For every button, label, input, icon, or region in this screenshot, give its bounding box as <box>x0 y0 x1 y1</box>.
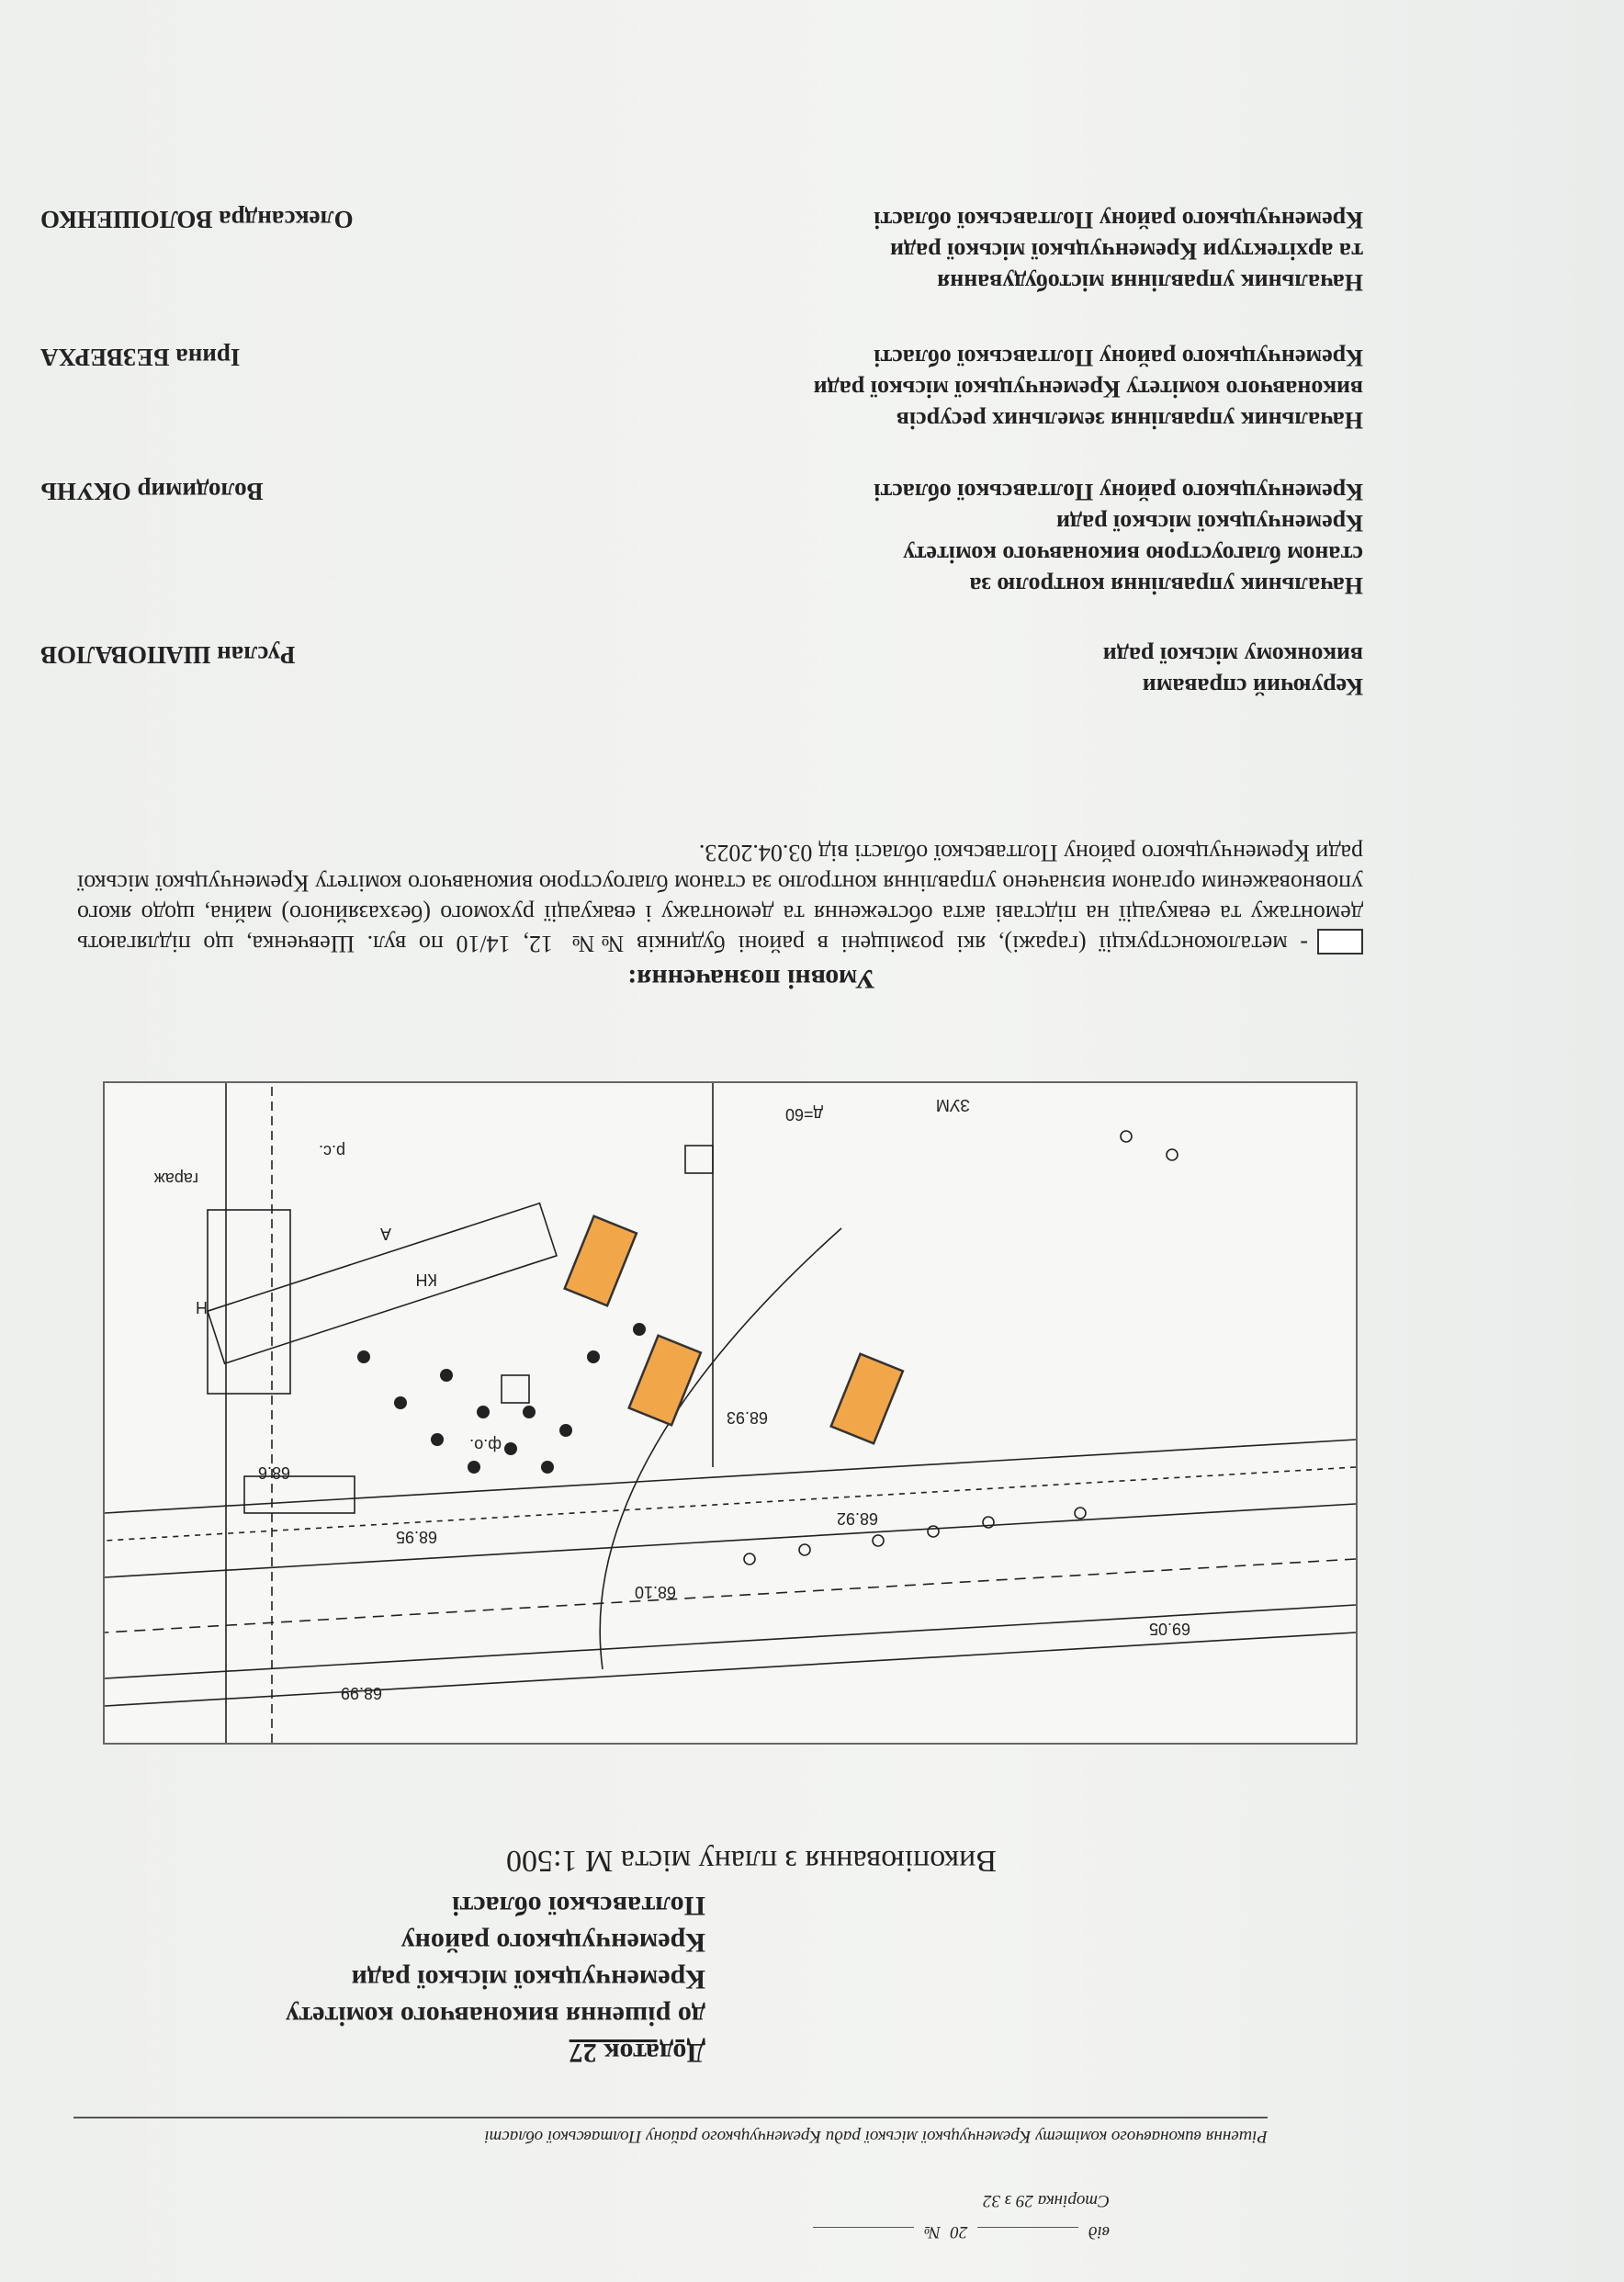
role-line: Кременчуцького району Полтавської області <box>874 479 1363 505</box>
map-label-a: А <box>379 1225 391 1243</box>
map-label-6892: 68.92 <box>836 1509 878 1528</box>
year-label: 20 <box>950 2222 968 2242</box>
role-line: станом благоустрою виконавчого комітету <box>903 541 1363 568</box>
appendix-line: Кременчуцького району <box>400 1927 705 1958</box>
map-label-6895: 68.95 <box>395 1528 437 1546</box>
date-blank <box>977 2227 1078 2228</box>
role-line: Кременчуцького району Полтавської області <box>874 207 1363 233</box>
role-line: Начальник управління земельних ресурсів <box>896 407 1363 434</box>
appendix-block <box>62 1887 705 2071</box>
signature-name: Володимир ОКУНЬ <box>40 478 264 505</box>
garage-marker <box>565 1216 637 1306</box>
role-line: Кременчуцької міської ради <box>1055 510 1363 537</box>
role-line: виконкому міської ради <box>1102 642 1363 669</box>
point-symbols <box>744 1131 1178 1565</box>
appendix-line: до рішення виконавчого комітету <box>285 2001 705 2031</box>
map-title: Викопіювання з плану міста М 1:500 <box>506 1844 997 1878</box>
signature-block <box>40 204 1363 298</box>
appendix-line: Кременчуцької міської ради <box>351 1964 705 1994</box>
page-number: Сторінка 29 з 32 <box>983 2191 1110 2210</box>
map-label-rs: р.с. <box>318 1142 345 1160</box>
appendix-line: Полтавської області <box>452 1891 705 1921</box>
signature-block <box>40 342 1363 435</box>
contour-curve <box>600 1228 841 1669</box>
map-label-6905: 69.05 <box>1148 1620 1190 1638</box>
signature-block <box>40 639 1363 702</box>
legend-title: Умовні позначення: <box>627 964 875 994</box>
signature-name: Ірина БЕЗВЕРХА <box>40 344 241 371</box>
signature-role <box>445 342 1363 435</box>
site-plan-map <box>103 1081 1358 1745</box>
map-label-fo: ф.о. <box>469 1436 502 1454</box>
map-label-6899: 68.99 <box>340 1684 382 1702</box>
signature-role <box>445 639 1363 702</box>
signature-role <box>445 476 1363 601</box>
map-label-garage: гараж <box>153 1169 198 1188</box>
number-sign: № <box>923 2222 941 2242</box>
garage-marker <box>831 1354 903 1444</box>
decision-meta <box>807 2221 1110 2242</box>
map-label-zum: ЗУМ <box>935 1096 970 1114</box>
map-label-6893: 68.93 <box>726 1408 768 1427</box>
role-line: Начальник управління містобудування <box>937 269 1363 296</box>
legend-symbol-box <box>1317 929 1363 955</box>
page-header <box>73 2117 1268 2146</box>
map-label-kn: КН <box>415 1271 437 1289</box>
garage-marker <box>629 1336 701 1426</box>
from-label: від <box>1088 2222 1110 2242</box>
signature-block <box>40 476 1363 601</box>
legend-text: - металоконструкції (гаражі), які розміщені в районі будинків №№ 12, 14/10 по вул. Шевченка, що підлягають демонтажу та евакуації на підставі акта обстеження та демонтажу і евакуації рухомого (безхазяйного) майна, щодо якого уповноваженим органом визначено управління контролю за станом благоустрою виконавчого комітету Кременчуцької міської ради Кременчуцького району Полтавської області від 03.04.2023. <box>77 839 1363 957</box>
map-label-686: 68.6 <box>257 1463 290 1482</box>
signature-role <box>445 204 1363 298</box>
appendix-number: Додаток 27 <box>569 2038 705 2068</box>
legend-item <box>77 838 1363 959</box>
map-label-d60: д=60 <box>784 1105 823 1124</box>
map-label-n: Н <box>196 1298 208 1316</box>
decision-line: Рішення виконавчого комітету Кременчуцької міської ради Кременчуцького району Полтавської області <box>73 2117 1268 2146</box>
map-label-6810: 68.10 <box>634 1583 676 1601</box>
role-line: Начальник управління контролю за <box>969 572 1363 599</box>
signature-name: Руслан ШАПОВАЛОВ <box>40 641 296 669</box>
role-line: Керуючий справами <box>1142 673 1363 700</box>
role-line: та архітектури Кременчуцької міської ради <box>890 238 1363 265</box>
signature-name: Олександра ВОЛОШЕНКО <box>40 206 354 233</box>
number-blank <box>813 2227 914 2228</box>
role-line: Кременчуцького району Полтавської області <box>874 345 1363 371</box>
role-line: виконавчого комітету Кременчуцької міської ради <box>813 376 1363 402</box>
